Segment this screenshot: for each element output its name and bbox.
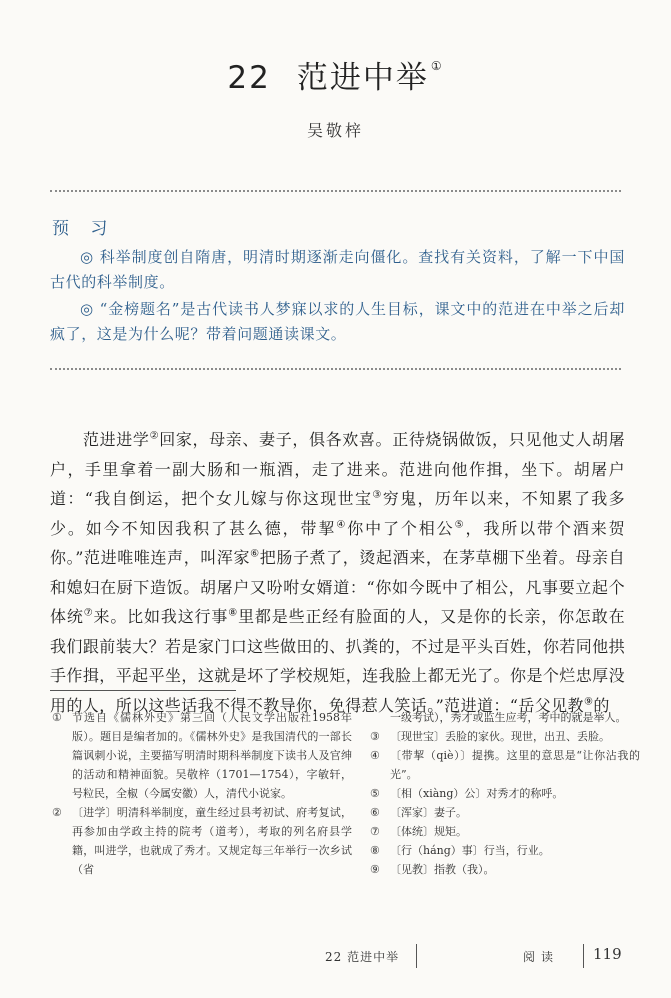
footnote-text: 〔相（xiàng）公〕对秀才的称呼。 — [390, 787, 564, 800]
text-run: 把肠子煮了，烫起酒来，在茅草棚下坐着。母亲自和媳妇在厨下造饭。胡屠户又吩咐女婿道：“你如今既中了相公，凡事要立起个体统 — [50, 548, 625, 626]
footnote-text: 〔现世宝〕丢脸的家伙。现世，出丑、丢脸。 — [390, 730, 610, 743]
footnote-text: 〔体统〕规矩。 — [390, 825, 467, 838]
footnote-mark — [370, 708, 390, 727]
footnote-rule — [50, 690, 236, 691]
footnote-text: 一级考试），秀才或监生应考，考中的就是举人。 — [390, 711, 627, 724]
footnote-ref: ⑧ — [228, 607, 239, 619]
text-run: 里都是些正经有脸面的人，又是你的长亲，你怎敢在我们跟前装大？若是家门口这些做田的、扒粪的，不过是平头百姓，你若同他拱手作揖，平起平坐，这就是坏了学校规矩，连我脸上都无光了。你是个烂忠厚没用的人，所以这些话我不得不教导你，免得惹人笑话。”范进道：“岳父见教 — [50, 607, 625, 715]
text-run: ，我所以带个酒来贺你。”范进唯唯连声，叫浑家 — [50, 518, 626, 567]
preview-item: ◎ “金榜题名”是古代读书人梦寐以求的人生目标，课文中的范进在中举之后却疯了，这是为什么呢？带着问题通读课文。 — [50, 300, 625, 343]
footnote-mark: ⑨ — [370, 863, 380, 876]
text-run: 来。比如我这行事 — [93, 607, 229, 626]
footnote-mark: ⑧ — [370, 844, 380, 857]
text-run: 回家，母亲、妻子，俱各欢喜。正待烧锅做饭，只见他丈人胡屠户，手里拿着一副大肠和一瓶酒，走了进来。范进向他作揖，坐下。胡屠户道：“我自倒运，把个女儿嫁与你这现世宝 — [50, 430, 625, 508]
author-name: 吴敬梓 — [306, 121, 364, 140]
footnote — [370, 841, 640, 860]
footnote-text: 节选自《儒林外史》第三回（人民文学出版社1958年版）。题目是编者加的。《儒林外史》是我国清代的一部长篇讽刺小说，主要描写明清时期科举制度下读书人及官绅的活动和精神面貌。吴敬梓（1701—1754），字敏轩，号粒民，全椒（今属安徽）人，清代小说家。 — [72, 711, 352, 800]
title-text: 范进中举 — [296, 60, 429, 96]
main-paragraph — [50, 425, 625, 720]
footnote-mark: ⑦ — [370, 825, 380, 838]
lesson-number: 22 — [227, 60, 271, 96]
text-run: 的 — [593, 695, 610, 715]
text-run: 范进进学 — [83, 430, 150, 449]
footer-lesson-title: 22 范进中举 — [325, 950, 400, 964]
footer-separator — [416, 944, 417, 968]
lesson-title — [0, 52, 671, 97]
footnote-mark: ③ — [370, 730, 380, 743]
footnote-text: 〔见教〕指教（我）。 — [390, 863, 495, 876]
footnote-ref: ⑥ — [250, 548, 260, 560]
footnote-ref: ② — [149, 430, 160, 442]
footer-section-name: 阅读 — [523, 950, 560, 964]
text-run: 你中了个相公 — [347, 518, 455, 538]
divider-top — [50, 190, 621, 192]
footnote — [370, 860, 640, 879]
page-footer — [0, 944, 671, 968]
footnote-ref: ③ — [372, 489, 383, 501]
footnote — [370, 708, 640, 727]
footnote-mark: ① — [52, 711, 62, 724]
preview-heading: 预 习 — [52, 219, 116, 239]
preview-item: ◎ 科举制度创自隋唐，明清时期逐渐走向僵化。查找有关资料，了解一下中国古代的科举制度。 — [50, 248, 625, 291]
divider-bottom — [50, 368, 621, 370]
footnote-text: 〔行（háng）事〕行当，行业。 — [390, 844, 550, 857]
page-number: 119 — [593, 945, 622, 963]
footnotes-right — [370, 708, 640, 879]
footnote-mark: ④ — [370, 749, 380, 762]
footnote-mark: ② — [52, 806, 62, 819]
footer-separator — [583, 944, 584, 968]
footnotes-left — [52, 708, 352, 879]
footnote — [52, 708, 352, 803]
footnote-mark: ⑤ — [370, 787, 380, 800]
title-footnote-mark: ① — [430, 59, 444, 73]
text-run: 穷鬼，历年以来，不知累了我多少。如今不知因我积了甚么德，带挈 — [50, 489, 625, 538]
footnote-ref: ⑦ — [83, 607, 94, 619]
footnote — [370, 784, 640, 803]
footnote-ref: ⑨ — [583, 696, 594, 708]
footnote-text: 〔浑家〕妻子。 — [390, 806, 467, 819]
footnote — [370, 746, 640, 784]
footnote — [370, 822, 640, 841]
footnote — [52, 803, 352, 879]
footnote — [370, 727, 640, 746]
footnote-ref: ⑤ — [454, 519, 466, 531]
footnote-mark: ⑥ — [370, 806, 380, 819]
footnote-text: 〔带挈（qiè）〕提携。这里的意思是“让你沾我的光”。 — [390, 749, 640, 781]
footnote-text: 〔进学〕明清科举制度，童生经过县考初试、府考复试，再参加由学政主持的院考（道考），考取的列名府县学籍，叫进学，也就成了秀才。又规定每三年举行一次乡试（省 — [72, 806, 352, 876]
footnote — [370, 803, 640, 822]
footnote-ref: ④ — [336, 519, 348, 531]
